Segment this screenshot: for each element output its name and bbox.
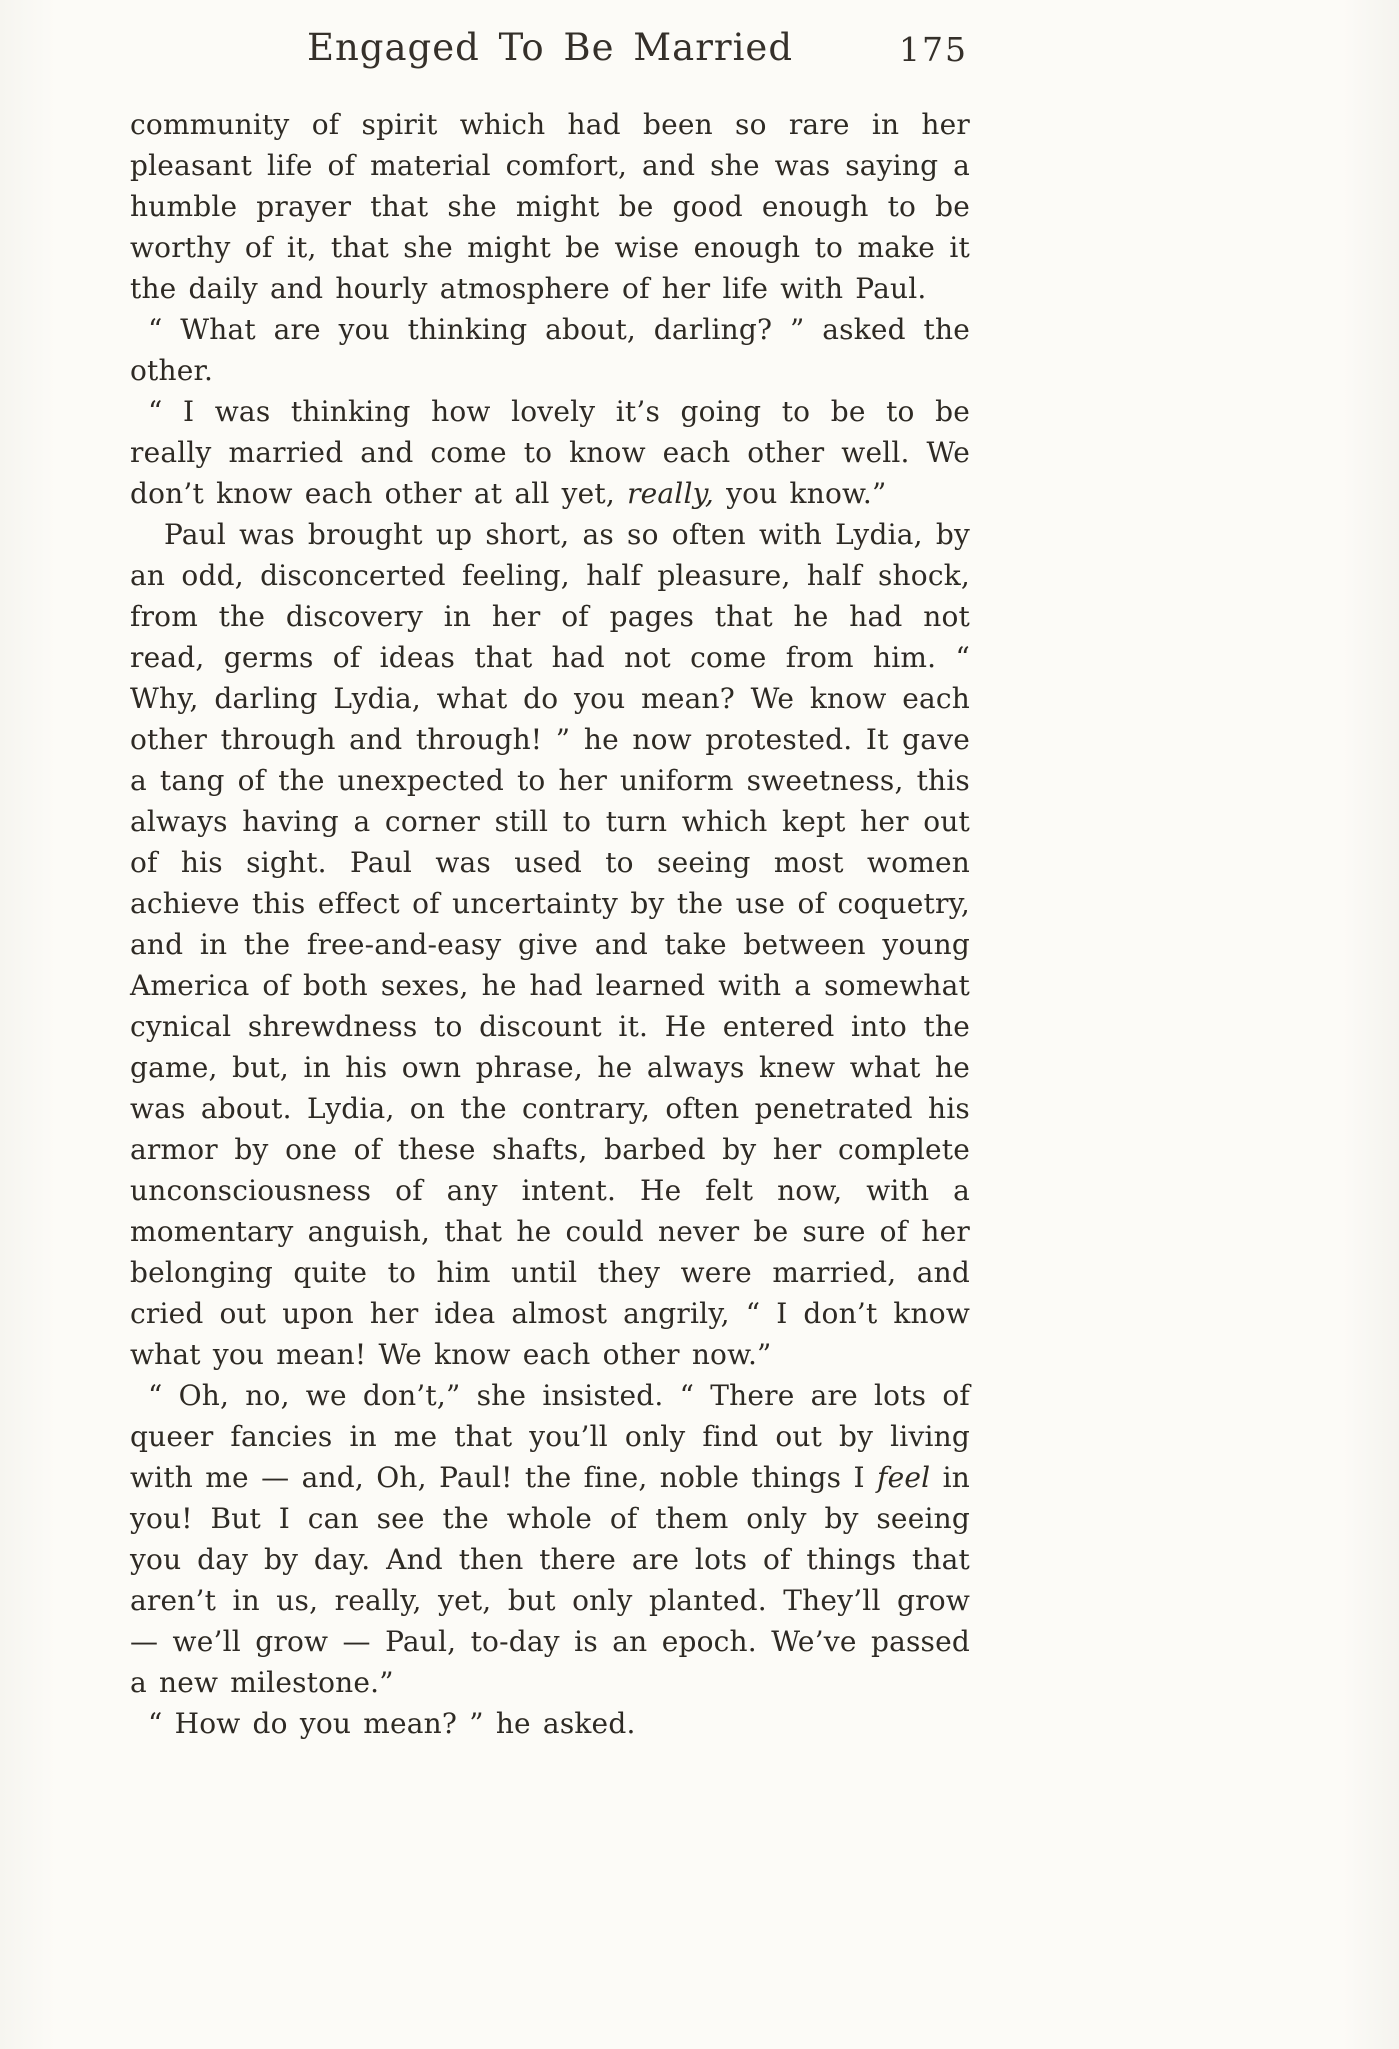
page-content <box>130 26 970 1744</box>
text-run: Paul was brought up short, as so often with Lydia, by an odd, disconcerted feeling, half pleasure, half shock, from the discovery in her of pages that he had not read, germs of ideas that had not come from him. “ Why, darling Lydia, what do you mean? We know each other through and through! ” he now protested. It gave a tang of the unexpected to her uniform sweetness, this always having a corner still to turn which kept her out of his sight. Paul was used to seeing most women achieve this effect of uncertainty by the use of coquetry, and in the free-and-easy give and take between young America of both sexes, he had learned with a somewhat cynical shrewdness to discount it. He entered into the game, but, in his own phrase, he always knew what he was about. Lydia, on the contrary, often penetrated his armor by one of these shafts, barbed by her complete unconsciousness of any intent. He felt now, with a momentary anguish, that he could never be sure of her belonging quite to him until they were married, and cried out upon her idea almost angrily, “ I don’t know what you mean! We know each other now.” <box>130 518 970 1371</box>
paragraph <box>130 1375 970 1703</box>
text-run: you know.” <box>714 477 887 510</box>
text-run: “ Oh, no, we don’t,” she insisted. “ There are lots of queer fancies in me that you’ll only find out by living with me — and, Oh, Paul! the fine, noble things I <box>130 1379 970 1494</box>
text-run: “ What are you thinking about, darling? ” asked the other. <box>130 313 970 387</box>
paragraph <box>130 514 970 1375</box>
paragraph <box>130 391 970 514</box>
italic-text: really, <box>627 477 715 510</box>
paragraph <box>130 309 970 391</box>
italic-text: feel <box>877 1461 931 1494</box>
text-run: in you! But I can see the whole of them only by seeing you day by day. And then there are lots of things that aren’t in us, really, yet, but only planted. They’ll grow — we’ll grow — Paul, to-day is an epoch. We’ve passed a new milestone.” <box>130 1461 970 1699</box>
page-header <box>130 26 970 90</box>
text-run: “ How do you mean? ” he asked. <box>148 1707 636 1740</box>
paragraph <box>130 104 970 309</box>
text-run: community of spirit which had been so rare in her pleasant life of material comfort, and she was saying a humble prayer that she might be good enough to be worthy of it, that she might be wise enough to make it the daily and hourly atmosphere of her life with Paul. <box>130 108 970 305</box>
page-number: 175 <box>899 30 968 69</box>
text-run: “ I was thinking how lovely it’s going to be to be really married and come to know each other well. We don’t know each other at all yet, <box>130 395 970 510</box>
paragraph <box>130 1703 970 1744</box>
page-title: Engaged To Be Married <box>306 26 794 69</box>
page-body <box>130 104 970 1744</box>
